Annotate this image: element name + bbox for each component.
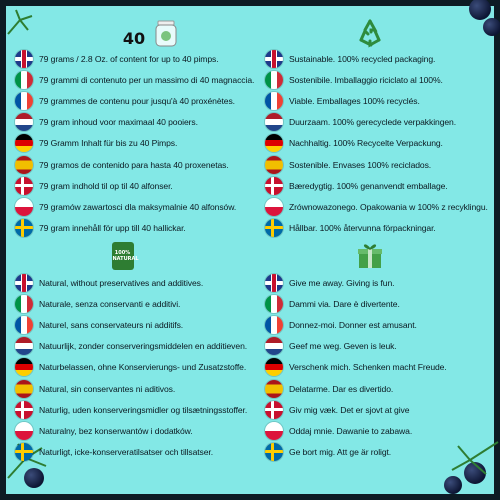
list-item: 79 gram inhoud voor maximaal 40 pooiers. bbox=[15, 112, 245, 133]
list-item: Sostenible. Envases 100% reciclados. bbox=[265, 154, 487, 175]
list-item: 79 Gramm Inhalt für bis zu 40 Pimps. bbox=[15, 133, 245, 154]
list-item: Give me away. Giving is fun. bbox=[265, 272, 487, 293]
sweden-flag-icon bbox=[265, 443, 283, 461]
list-item: Giv mig væk. Det er sjovt at give bbox=[265, 399, 487, 420]
natural-badge-icon: 100% NATURAL bbox=[112, 242, 134, 270]
packaging-rows bbox=[265, 48, 487, 239]
list-item: 79 grammi di contenuto per un massimo di 40 magnaccia. bbox=[15, 69, 245, 90]
list-item: Verschenk mich. Schenken macht Freude. bbox=[265, 357, 487, 378]
quantity-header-number: 40 bbox=[122, 29, 146, 48]
sweden-flag-icon bbox=[265, 219, 283, 237]
list-item: Natural, sin conservantes ni aditivos. bbox=[15, 378, 250, 399]
poland-flag-icon bbox=[265, 422, 283, 440]
list-item: 79 grammes de contenu pour jusqu'à 40 proxénètes. bbox=[15, 90, 245, 111]
netherlands-flag-icon bbox=[265, 337, 283, 355]
list-item: Sostenibile. Imballaggio riciclato al 100%. bbox=[265, 69, 487, 90]
list-item: Geef me weg. Geven is leuk. bbox=[265, 336, 487, 357]
list-item: Natuurlijk, zonder conserveringsmiddelen en additieven. bbox=[15, 336, 250, 357]
spain-flag-icon bbox=[265, 156, 283, 174]
france-flag-icon bbox=[15, 316, 33, 334]
sweden-flag-icon bbox=[15, 219, 33, 237]
section-gift bbox=[265, 238, 487, 463]
section-packaging bbox=[265, 14, 487, 239]
list-item: Sustainable. 100% recycled packaging. bbox=[265, 48, 487, 69]
netherlands-flag-icon bbox=[15, 113, 33, 131]
sweden-flag-icon bbox=[15, 443, 33, 461]
italy-flag-icon bbox=[265, 295, 283, 313]
denmark-flag-icon bbox=[15, 401, 33, 419]
quantity-rows bbox=[15, 48, 255, 239]
list-item: Naturel, sans conservateurs ni additifs. bbox=[15, 314, 250, 335]
recycle-icon bbox=[355, 18, 385, 48]
section-header bbox=[265, 14, 487, 48]
list-item: Ge bort mig. Att ge är roligt. bbox=[265, 442, 487, 463]
france-flag-icon bbox=[265, 316, 283, 334]
section-natural bbox=[15, 238, 250, 463]
poland-flag-icon bbox=[265, 198, 283, 216]
germany-flag-icon bbox=[15, 358, 33, 376]
italy-flag-icon bbox=[15, 71, 33, 89]
section-header bbox=[15, 14, 245, 48]
italy-flag-icon bbox=[15, 295, 33, 313]
list-item: Hållbar. 100% återvunna förpackningar. bbox=[265, 218, 487, 239]
section-header bbox=[15, 238, 250, 270]
list-item: Dammi via. Dare è divertente. bbox=[265, 293, 487, 314]
list-item: 79 gram innehåll för upp till 40 hallickar. bbox=[15, 218, 245, 239]
list-item: 79 gramos de contenido para hasta 40 proxenetas. bbox=[15, 154, 245, 175]
denmark-flag-icon bbox=[265, 177, 283, 195]
list-item: Delatarme. Dar es divertido. bbox=[265, 378, 487, 399]
list-item: Zrównowazonego. Opakowania w 100% z recyklingu. bbox=[265, 196, 487, 217]
list-item: Natural, without preservatives and additives. bbox=[15, 272, 250, 293]
list-item: Nachhaltig. 100% Recycelte Verpackung. bbox=[265, 133, 487, 154]
list-item: Naturligt, icke-konserveratilsatser och tillsatser. bbox=[15, 442, 250, 463]
list-item: Viable. Emballages 100% recyclés. bbox=[265, 90, 487, 111]
list-item: 79 gram indhold til op til 40 alfonser. bbox=[15, 175, 245, 196]
section-quantity bbox=[15, 14, 255, 239]
poland-flag-icon bbox=[15, 198, 33, 216]
list-item: Naturlig, uden konserveringsmidler og tilsætningsstoffer. bbox=[15, 399, 250, 420]
denmark-flag-icon bbox=[15, 177, 33, 195]
list-item: Oddaj mnie. Dawanie to zabawa. bbox=[265, 420, 487, 441]
natural-rows bbox=[15, 272, 250, 463]
uk-flag-icon bbox=[265, 274, 283, 292]
glass-jar-icon bbox=[153, 18, 179, 48]
uk-flag-icon bbox=[15, 274, 33, 292]
italy-flag-icon bbox=[265, 71, 283, 89]
netherlands-flag-icon bbox=[265, 113, 283, 131]
france-flag-icon bbox=[265, 92, 283, 110]
germany-flag-icon bbox=[265, 134, 283, 152]
list-item: Naturbelassen, ohne Konservierungs- und Zusatzstoffe. bbox=[15, 357, 250, 378]
list-item: 79 grams / 2.8 Oz. of content for up to 40 pimps. bbox=[15, 48, 245, 69]
list-item: 79 gramów zawartosci dla maksymalnie 40 alfonsów. bbox=[15, 196, 245, 217]
list-item: Duurzaam. 100% gerecyclede verpakkingen. bbox=[265, 112, 487, 133]
gift-rows bbox=[265, 272, 487, 463]
france-flag-icon bbox=[15, 92, 33, 110]
spain-flag-icon bbox=[265, 380, 283, 398]
section-header bbox=[265, 238, 487, 270]
uk-flag-icon bbox=[15, 50, 33, 68]
spain-flag-icon bbox=[15, 156, 33, 174]
germany-flag-icon bbox=[265, 358, 283, 376]
list-item: Bæredygtig. 100% genanvendt emballage. bbox=[265, 175, 487, 196]
list-item: Naturale, senza conservanti e additivi. bbox=[15, 293, 250, 314]
netherlands-flag-icon bbox=[15, 337, 33, 355]
list-item: Donnez-moi. Donner est amusant. bbox=[265, 314, 487, 335]
germany-flag-icon bbox=[15, 134, 33, 152]
spain-flag-icon bbox=[15, 380, 33, 398]
gift-box-icon bbox=[355, 240, 385, 270]
uk-flag-icon bbox=[265, 50, 283, 68]
list-item: Naturalny, bez konserwantów i dodatków. bbox=[15, 420, 250, 441]
poland-flag-icon bbox=[15, 422, 33, 440]
denmark-flag-icon bbox=[265, 401, 283, 419]
